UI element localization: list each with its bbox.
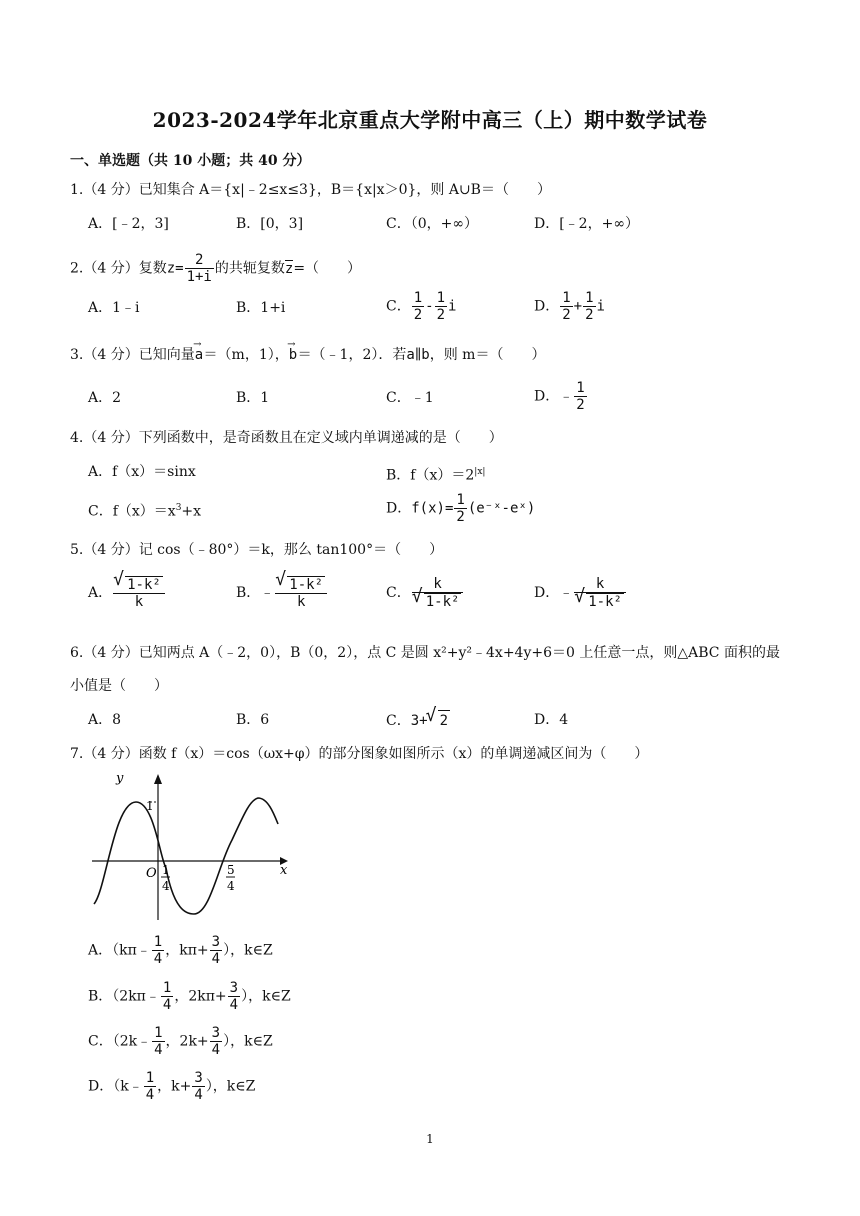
q2-option-a[interactable]: A．1﹣i	[88, 300, 140, 316]
q3-option-a[interactable]: A．2	[88, 390, 122, 406]
q2-zbar: z	[284, 260, 294, 277]
q6-option-d[interactable]: D．4	[534, 712, 569, 728]
origin-label: O	[146, 866, 157, 881]
question-6-line-2: 小值是（ ）	[70, 678, 168, 694]
y-label: y	[116, 771, 124, 786]
q2-option-d[interactable]: D． $\frac{1}{2}$ + $\frac{1}{2}$ i	[534, 290, 605, 323]
q2-c-label: C．	[386, 298, 411, 315]
question-7: 7.（4 分）函数 f（x）＝cos（ωx+φ）的部分图象如图所示（x）的单调递减区间为（ ）	[70, 746, 649, 762]
q4-option-c[interactable]: C．$f(x)=x^3+x$	[88, 503, 202, 520]
question-2	[70, 252, 361, 285]
q1-option-c[interactable]: C．（0，+∞）	[386, 216, 479, 232]
q5-option-a[interactable]: A． √ $\frac{\text{1-k²}}{k}$	[88, 576, 166, 610]
q2-d-frac1: $\frac{1}{2}$	[562, 290, 571, 323]
q7-option-b[interactable]: B．（2kπ﹣ $\frac{1}{4}$ ，2kπ+ $\frac{3}{4}$ ），k∈Z	[88, 980, 291, 1013]
question-4: 4.（4 分）下列函数中，是奇函数且在定义域内单调递减的是（ ）	[70, 430, 503, 446]
tick-1-num: 1	[162, 863, 170, 877]
q2-c-frac1: $\frac{1}{2}$	[413, 290, 423, 323]
q3-option-c[interactable]: C．﹣1	[386, 390, 434, 406]
y-tick-1: 1	[146, 799, 154, 813]
q1-option-b[interactable]: B．[0，3]	[236, 216, 304, 232]
q1-option-a[interactable]: A．[﹣2，3]	[88, 216, 169, 232]
vector-arrow-icon: →	[193, 339, 202, 350]
q7-option-a[interactable]: A．（kπ﹣ $\frac{1}{4}$ ，kπ+ $\frac{3}{4}$ ），k∈Z	[88, 934, 273, 967]
question-5: 5.（4 分）记 cos（﹣80°）＝k，那么 tan100°＝（ ）	[70, 542, 444, 558]
q2-pre: 2.（4 分）复数	[70, 260, 167, 277]
q5-option-b[interactable]: B．﹣ √ $\frac{\text{1-k²}}{k}$	[236, 576, 328, 610]
tick-1-den: 4	[162, 879, 170, 893]
q2-d-frac2: $\frac{1}{2}$	[585, 290, 594, 323]
vector-a: a	[194, 347, 204, 363]
q2-den: 1+i	[186, 269, 212, 285]
tick-5-num: 5	[227, 863, 235, 877]
q6-option-c[interactable]: C．3+√ 2	[386, 710, 450, 731]
question-6-line-1: 6.（4 分）已知两点 A（﹣2，0），B（0，2），点 C 是圆 x²+y²﹣4x+4y+6＝0 上任意一点，则△ABC 面积的最	[70, 645, 780, 661]
q7-option-c[interactable]: C．（2k﹣ $\frac{1}{4}$ ，2k+ $\frac{3}{4}$ ），k∈Z	[88, 1025, 273, 1058]
q2-option-c[interactable]: C． $\frac{1}{2}$ - $\frac{1}{2}$ i	[386, 290, 457, 323]
q4-option-d[interactable]: D．f(x)= $\frac{1}{2}$ (e⁻ˣ-eˣ)	[386, 492, 536, 525]
vector-arrow-icon: →	[287, 339, 296, 350]
q2-mid: 的共轭复数	[214, 260, 285, 277]
cosine-graph	[88, 770, 288, 925]
q2-post: =（ ）	[293, 260, 362, 277]
q2-c-frac2: $\frac{1}{2}$	[436, 290, 446, 323]
q4-option-b[interactable]: B．$f(x)=2^{|x|}$	[386, 467, 486, 484]
y-axis-arrow-icon	[154, 774, 162, 784]
question-3: 3.（4 分）已知向量a→＝（m，1），b→＝（﹣1，2）．若a∥b，则 m＝（ ）	[70, 339, 546, 363]
x-label: x	[280, 863, 288, 878]
q2-z: z=	[166, 260, 184, 277]
q1-option-d[interactable]: D．[﹣2，+∞）	[534, 216, 639, 232]
curve	[94, 798, 278, 914]
tick-5-den: 4	[227, 879, 235, 893]
q2-fraction	[185, 252, 214, 285]
q3-option-b[interactable]: B．1	[236, 390, 270, 406]
q4-option-a[interactable]: A．f（x）＝sinx	[88, 464, 196, 480]
q2-option-b[interactable]: B．1+i	[236, 300, 286, 316]
section-heading: 一、单选题（共 10 小题；共 40 分）	[70, 153, 311, 169]
q2-d-label: D．	[534, 298, 560, 315]
question-1: 1.（4 分）已知集合 A＝{x|﹣2≤x≤3}，B＝{x|x＞0}，则 A∪B＝（ ）	[70, 182, 551, 198]
q7-option-d[interactable]: D．（k﹣ $\frac{1}{4}$ ，k+ $\frac{3}{4}$ ），k∈Z	[88, 1070, 256, 1103]
q5-option-d[interactable]: D．﹣ k √ 1-k²	[534, 576, 627, 610]
page-title: 2023-2024学年北京重点大学附中高三（上）期中数学试卷	[152, 108, 708, 132]
q5-option-c[interactable]: C． k √ 1-k²	[386, 576, 464, 610]
page-number: 1	[426, 1132, 434, 1146]
q2-num: 2	[185, 252, 214, 269]
q6-option-a[interactable]: A．8	[88, 712, 122, 728]
q6-option-b[interactable]: B．6	[236, 712, 270, 728]
vector-b: b	[288, 347, 298, 363]
q3-option-d[interactable]: D．﹣ $\frac{1}{2}$	[534, 380, 585, 413]
